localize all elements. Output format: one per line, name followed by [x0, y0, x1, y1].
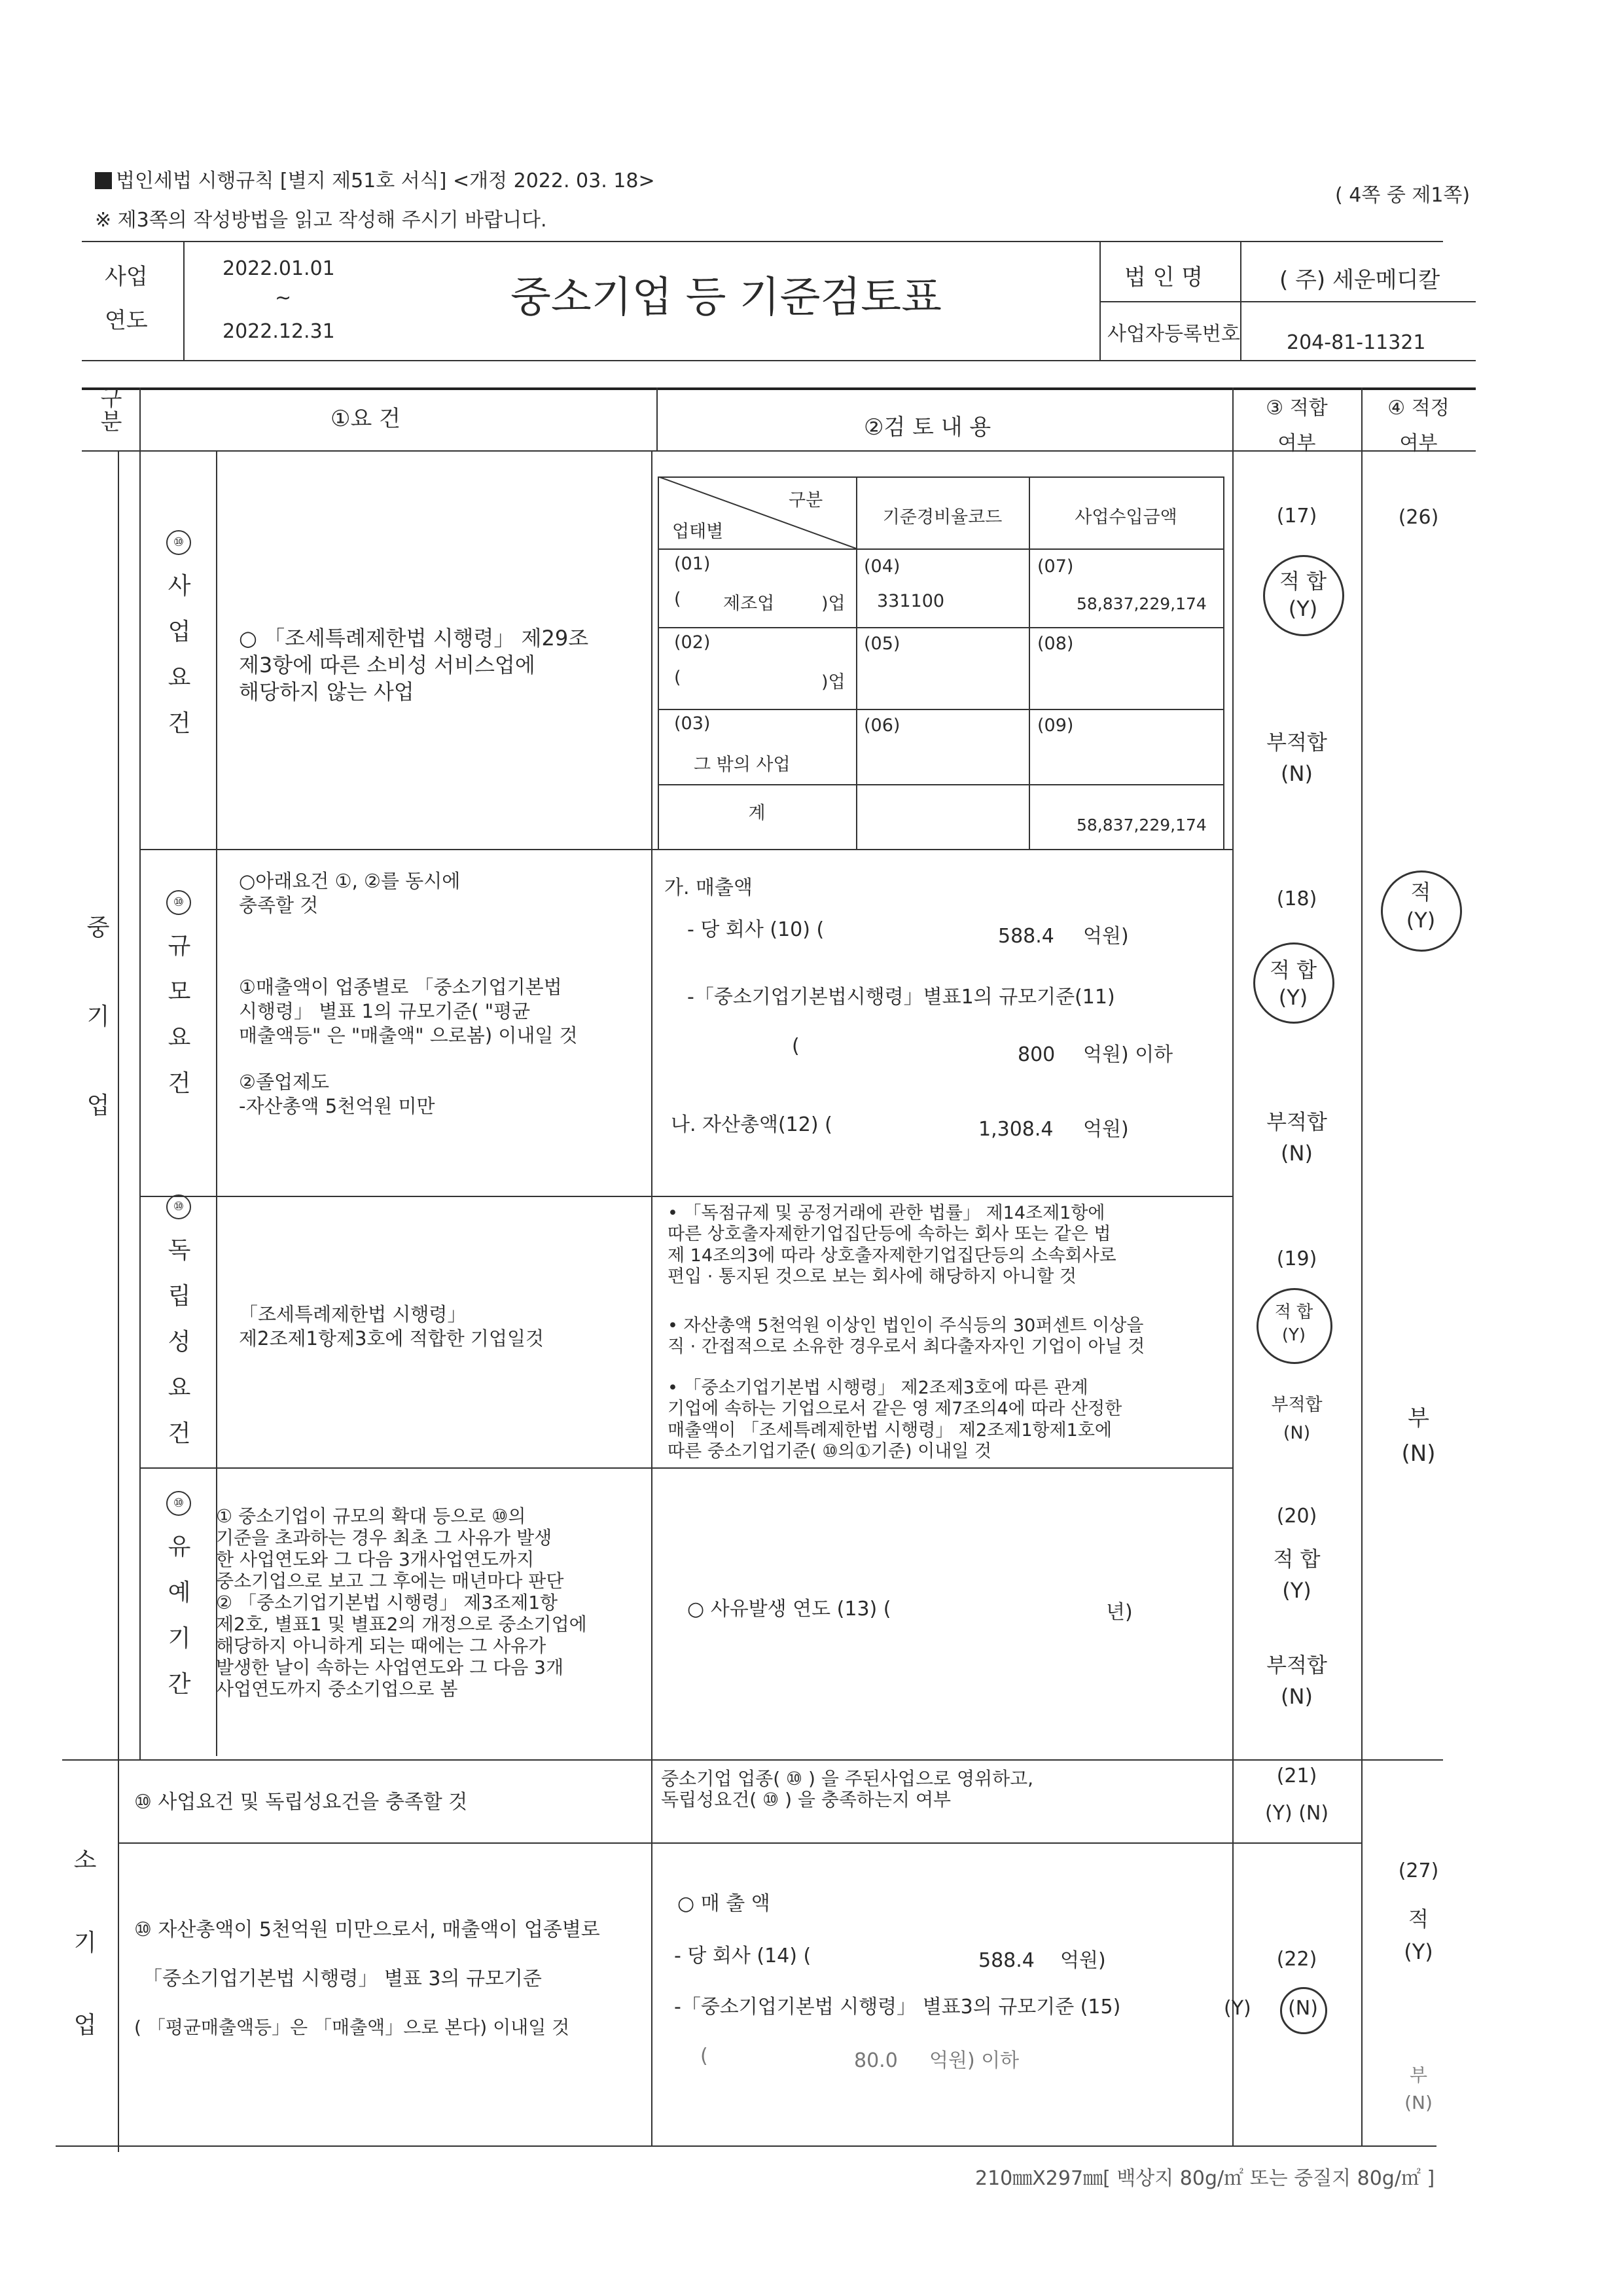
row-102-req-2: ①매출액이 업종별로 「중소기업기본법 시행령」 별표 1의 규모기준( "평균 매출액등" 은 "매출액" 으로봄) 이내일 것: [239, 976, 578, 1047]
rule: [139, 1467, 1232, 1469]
row-104-requirement: ① 중소기업이 규모의 확대 등으로 ⑩의 기준을 초과하는 경우 최초 그 사유가 발생 한 사업연도와 그 다음 3개사업연도까지 중소기업으로 보고 그 후에는 매년마다 판단 ② 「중소기업기본법 시행령」 제3조제1항 제2호, 별표1 및 별표2의 개정으로 중소기업에 해당하지 아니하게 되는 때에는 그 사유가 발생한 날이 속하는 사업연도와 그 다음 3개 사업연도까지 중소기업으로 봄: [216, 1505, 587, 1700]
row-104-label: ⑩ 유 예 기 간: [160, 1491, 199, 1719]
row1-amount: 58,837,229,174: [1077, 594, 1207, 613]
row-106-rev-heading: ○ 매 출 액: [677, 1892, 770, 1915]
row1-open: (: [674, 589, 681, 609]
row-102-rev-a1-unit: 억원): [1083, 925, 1129, 948]
hdr-gubun: 구분: [789, 490, 823, 511]
rule: [118, 1759, 119, 2152]
row1-amt-no: (07): [1037, 556, 1074, 577]
row2-no: (02): [674, 632, 711, 653]
row-102-rev-b: 나. 자산총액(12) (: [671, 1113, 832, 1136]
corp-name-label: 법 인 명: [1124, 264, 1204, 291]
row-101-fit-yes: 적 합 (Y): [1279, 569, 1327, 621]
rule: [1099, 301, 1476, 302]
section-label-sme: 중 기 업: [86, 914, 110, 1119]
rule: [658, 709, 1224, 710]
rule: [656, 387, 658, 450]
hdr-income: 사업수입금액: [1075, 507, 1177, 528]
row-106-rev-2: -「중소기업기본법 시행령」 별표3의 규모기준 (15): [674, 1996, 1121, 2018]
row1-suffix: )업: [821, 594, 846, 614]
row2-open: (: [674, 668, 681, 688]
total-amount: 58,837,229,174: [1077, 816, 1207, 834]
row-106-fit-no: (22): [1276, 1948, 1317, 1971]
row-102-fit-no-label: 부적합 (N): [1266, 1109, 1327, 1166]
rule: [658, 548, 1224, 550]
row-101-label: ⑩ 사 업 요 건: [160, 530, 199, 758]
rule: [183, 241, 185, 360]
rule: [82, 387, 1476, 390]
row-106-rev-1: - 당 회사 (14) (: [674, 1945, 812, 1967]
row-104-review-unit: 년): [1106, 1601, 1133, 1624]
business-income-table: [658, 476, 1224, 850]
row-103-fit-no-label: 부적합 (N): [1271, 1395, 1323, 1444]
rule: [658, 784, 1224, 785]
row-103-fit-yes: 적 합 (Y): [1274, 1302, 1313, 1346]
col-proper: ④ 적정 여부: [1387, 397, 1450, 455]
row-106-rev-1-val: 588.4: [978, 1949, 1035, 1972]
year-label: 사업: [105, 264, 148, 290]
page-number: ( 4쪽 중 제1쪽): [1335, 184, 1471, 207]
biz-no: 204-81-11321: [1287, 331, 1426, 354]
col-review: ②검 토 내 용: [864, 414, 991, 440]
row-105-fit-no: (21): [1276, 1765, 1317, 1787]
row-106-proper: 적 (Y): [1404, 1907, 1433, 1964]
rule: [856, 476, 857, 850]
rule: [651, 450, 652, 2145]
row1-code: 331100: [877, 591, 945, 611]
row-102-req-1: ○아래요건 ①, ②를 동시에 충족할 것: [239, 870, 461, 917]
row2-code-no: (05): [864, 634, 901, 654]
row-102-label: ⑩ 규 모 요 건: [160, 890, 199, 1118]
rule: [1223, 476, 1224, 850]
rule: [1361, 450, 1363, 2145]
row-102-rev-a2-val: 800: [1018, 1043, 1056, 1066]
section-label-small: 소 기 업: [73, 1847, 97, 2039]
row-103-rev-1: • 「독점규제 및 공정거래에 관한 법률」 제14조제1항에 따른 상호출자제한기업집단등에 속하는 회사 또는 같은 법 제 14조의3에 따라 상호출자제한기업집단등의 소속회사로 편입 · 통지된 것으로 보는 회사에 해당하지 아니할 것: [668, 1203, 1116, 1287]
row-102-fit-no: (18): [1276, 888, 1317, 910]
row-104-fit-no: (20): [1276, 1505, 1317, 1528]
row-106-rev-2-unit: 억원) 이하: [929, 2049, 1020, 2072]
row-102-rev-b-unit: 억원): [1083, 1118, 1129, 1141]
row-101-requirement: ○ 「조세특례제한법 시행령」 제29조 제3항에 따른 소비성 서비스업에 해당하지 않는 사업: [239, 626, 589, 704]
row3-no: (03): [674, 713, 711, 734]
row-104-fit-no-label: 부적합 (N): [1266, 1653, 1327, 1709]
year-label: 연도: [105, 308, 148, 334]
biz-no-label: 사업자등록번호: [1107, 323, 1240, 346]
row-106-rev-1-unit: 억원): [1060, 1949, 1106, 1972]
row-105-review: 중소기업 업종( ⑩ ) 을 주된사업으로 영위하고, 독립성요건( ⑩ ) 을 충족하는지 여부: [661, 1768, 1034, 1811]
row-102-rev-a1-val: 588.4: [998, 925, 1054, 948]
rule: [1099, 241, 1101, 360]
rule: [139, 450, 141, 1759]
document-title: 중소기업 등 기준검토표: [510, 274, 942, 322]
corp-name: ( 주) 세운메디칼: [1279, 267, 1440, 293]
total-label: 계: [748, 803, 766, 823]
row-102-rev-a2-open: (: [792, 1035, 800, 1058]
row-103-fit-no: (19): [1276, 1247, 1317, 1270]
row-106-proper-no: (27): [1398, 1859, 1439, 1882]
form-reference: 법인세법 시행규칙 [별지 제51호 서식] <개정 2022. 03. 18>: [95, 169, 655, 194]
row-101-fit-no-label: 부적합 (N): [1266, 730, 1327, 786]
paper-spec: 210㎜X297㎜[ 백상지 80g/㎡ 또는 중질지 80g/㎡ ]: [975, 2167, 1435, 2190]
rule: [118, 1842, 1361, 1844]
row3-industry: 그 밖의 사업: [694, 755, 791, 775]
row-106-fit-n: (N): [1288, 1997, 1318, 2020]
row-101-proper-no: (26): [1398, 506, 1439, 529]
row-102-rev-b-val: 1,308.4: [978, 1118, 1054, 1141]
row-102-req-3: ②졸업제도 -자산총액 5천억원 미만: [239, 1071, 435, 1118]
col-fit: ③ 적합 여부: [1266, 397, 1328, 455]
row1-no: (01): [674, 554, 711, 574]
row-106-req-2: 「중소기업기본법 시행령」 별표 3의 규모기준: [143, 1967, 542, 1990]
row-106-req-3: ( 「평균매출액등」은 「매출액」으로 본다) 이내일 것: [134, 2017, 570, 2038]
hdr-industry: 업태별: [672, 522, 724, 542]
row-102-rev-a2-unit: 억원) 이하: [1083, 1043, 1173, 1066]
row-104-review: ○ 사유발생 연도 (13) (: [687, 1598, 891, 1621]
rule: [139, 1196, 1232, 1197]
row-103-label: ⑩ 독 립 성 요 건: [160, 1194, 199, 1468]
square-bullet-icon: [95, 172, 112, 189]
rule: [118, 450, 119, 1759]
period-start: 2022.01.01: [223, 257, 335, 280]
row-106-fit-y: (Y): [1224, 1997, 1251, 2020]
row2-suffix: )업: [821, 672, 846, 692]
row-105-requirement: ⑩ 사업요건 및 독립성요건을 충족할 것: [134, 1791, 468, 1814]
row-102-rev-a2: -「중소기업기본법시행령」별표1의 규모기준(11): [687, 986, 1115, 1009]
rule: [56, 2145, 1436, 2147]
row2-amt-no: (08): [1037, 634, 1074, 654]
row-106-req-1: ⑩ 자산총액이 5천억원 미만으로서, 매출액이 업종별로: [134, 1918, 600, 1941]
row-102-rev-a: 가. 매출액: [664, 876, 753, 899]
row-102-rev-a1: - 당 회사 (10) (: [687, 918, 825, 941]
row-105-fit-yn: (Y) (N): [1264, 1802, 1329, 1825]
row-106-rev-2-val: 80.0: [854, 2049, 898, 2072]
row-103-rev-3: • 「중소기업기본법 시행령」 제2조제3호에 따른 관계 기업에 속하는 기업으로서 같은 영 제7조의4에 따라 산정한 매출액이 「조세특례제한법 시행령」 제2조제1항제1호에 따른 중소기업기준( ⑩의①기준) 이내일 것: [668, 1378, 1122, 1462]
row-102-number: ⑩: [166, 890, 191, 915]
row-102-proper: 적 (Y): [1406, 880, 1436, 933]
row-104-fit-yes: 적 합 (Y): [1273, 1547, 1321, 1603]
row-103-number: ⑩: [166, 1194, 191, 1219]
row-101-number: ⑩: [166, 530, 191, 555]
row-103-rev-2: • 자산총액 5천억원 이상인 법인이 주식등의 30퍼센트 이상을 직 · 간접적으로 소유한 경우로서 최다출자자인 기업이 아닐 것: [668, 1316, 1145, 1357]
col-requirement: ①요 건: [330, 406, 401, 432]
rule: [1029, 476, 1030, 850]
rule: [62, 1759, 1443, 1761]
row-106-rev-2-open: (: [700, 2045, 708, 2068]
row1-industry: 제조업: [723, 594, 775, 614]
row-106-proper-b: 부 (N): [1404, 2064, 1433, 2113]
period-tilde: ~: [275, 287, 292, 310]
row-104-number: ⑩: [166, 1491, 191, 1516]
row3-code-no: (06): [864, 715, 901, 736]
col-division: 구 분: [100, 386, 122, 435]
row-101-fit-no: (17): [1276, 505, 1317, 528]
rule: [82, 241, 1443, 242]
row1-code-no: (04): [864, 556, 901, 577]
rule: [82, 360, 1476, 361]
instruction-note: ※ 제3쪽의 작성방법을 읽고 작성해 주시기 바랍니다.: [95, 209, 547, 232]
rule: [658, 627, 1224, 628]
rule: [139, 387, 141, 450]
hdr-code: 기준경비율코드: [882, 507, 1003, 528]
period-end: 2022.12.31: [223, 320, 335, 343]
row-103-requirement: 「조세특례제한법 시행령」 제2조제1항제3호에 적합한 기업일것: [239, 1303, 544, 1350]
row-103-proper: 부 (N): [1401, 1405, 1436, 1467]
row3-amt-no: (09): [1037, 715, 1074, 736]
rule: [1232, 450, 1234, 2145]
rule: [1240, 241, 1241, 360]
row-102-fit-yes: 적 합 (Y): [1270, 958, 1317, 1010]
